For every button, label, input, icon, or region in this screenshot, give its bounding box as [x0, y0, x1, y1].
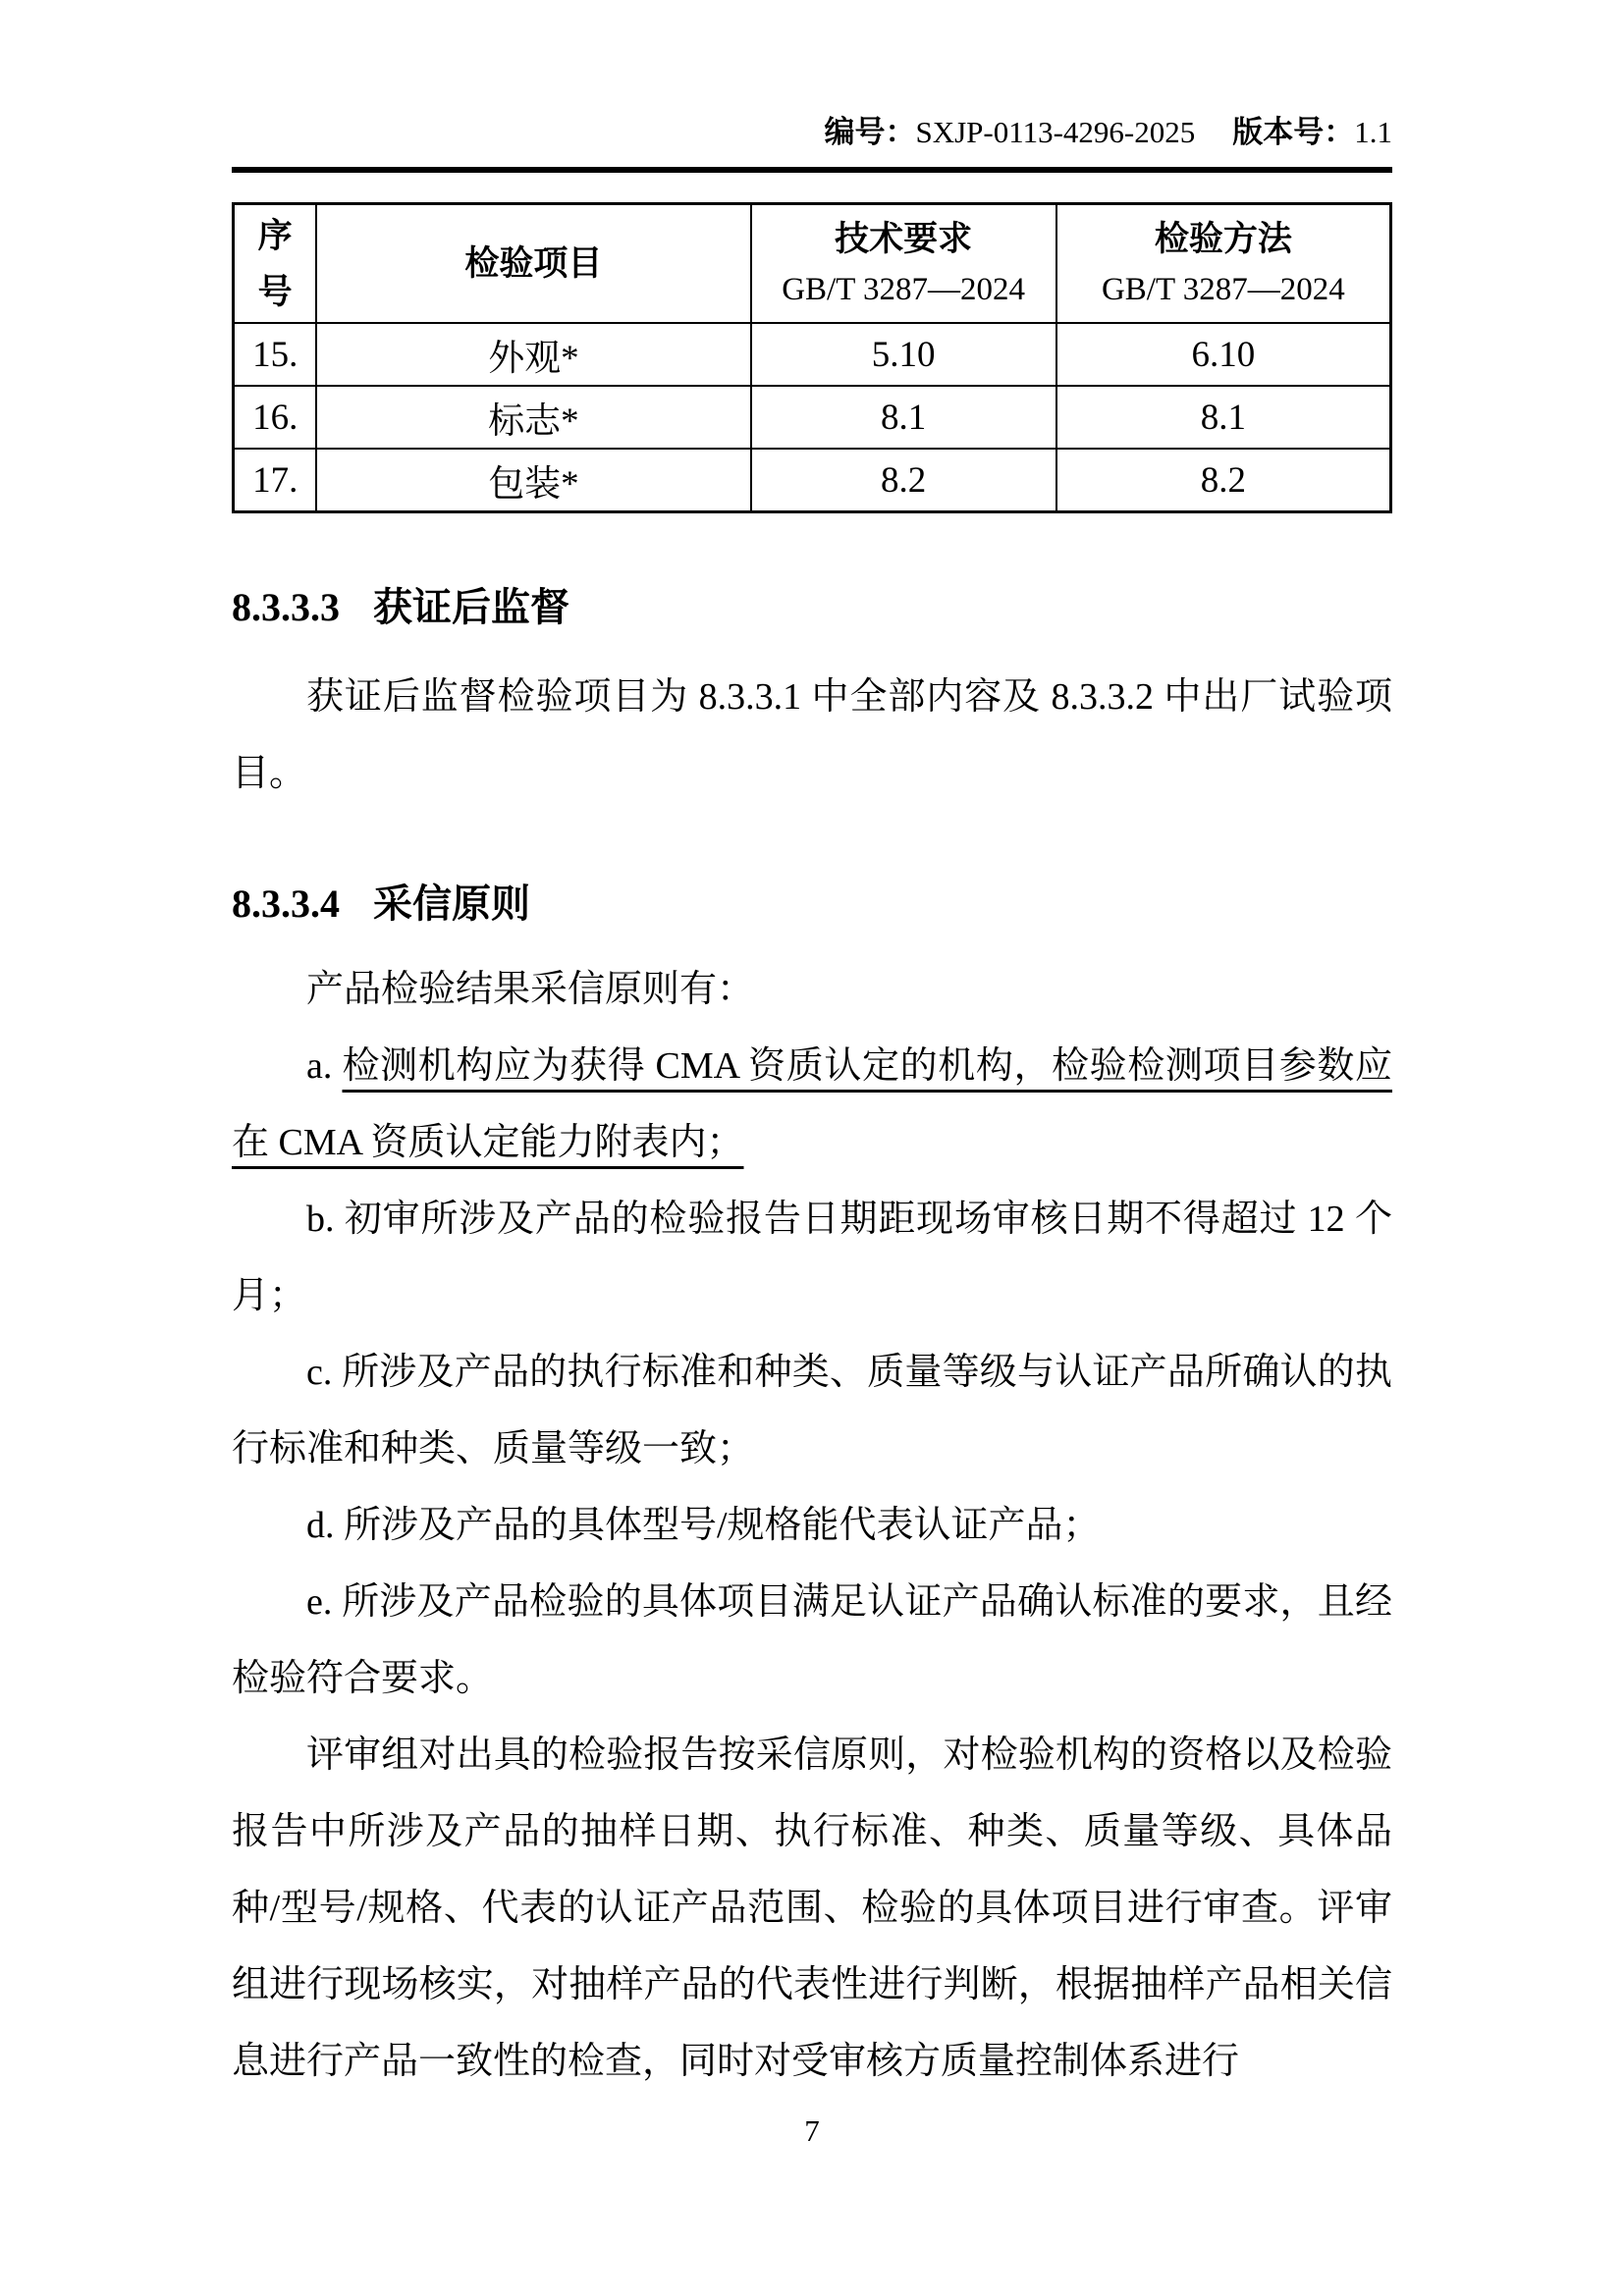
table-row [234, 323, 1391, 386]
column-header-index [234, 204, 317, 324]
column-header-item: 检验项目 [316, 204, 750, 324]
cell-item: 外观* [316, 323, 750, 386]
inspection-items-table [232, 202, 1392, 513]
cell-requirement: 5.10 [751, 323, 1056, 386]
section-number: 8.3.3.3 [232, 585, 340, 629]
cell-item: 标志* [316, 386, 750, 449]
column-header-method-label: 检验方法 [1154, 219, 1292, 258]
section-title: 采信原则 [373, 882, 530, 926]
table-row [234, 449, 1391, 512]
section-heading-post-certification-supervision [232, 584, 1392, 631]
cell-requirement: 8.1 [751, 386, 1056, 449]
paragraph-supervision-scope: 获证后监督检验项目为 8.3.3.1 中全部内容及 8.3.3.2 中出厂试验项目。 [232, 676, 1392, 794]
paragraph-principles-intro: 产品检验结果采信原则有： [306, 969, 755, 1010]
version-label: 版本号： [1232, 115, 1355, 149]
table-row [234, 386, 1391, 449]
paragraph-item-a [232, 1028, 1392, 1181]
cell-index: 15. [234, 323, 317, 386]
cell-item: 包装* [316, 449, 750, 512]
paragraph-item-d: d. 所涉及产品的具体型号/规格能代表认证产品； [306, 1505, 1101, 1546]
column-header-method [1056, 204, 1391, 324]
version-value: 1.1 [1354, 115, 1392, 149]
doc-number-label: 编号： [824, 115, 916, 149]
doc-number-value: SXJP-0113-4296-2025 [915, 115, 1196, 149]
column-header-method-standard: GB/T 3287—2024 [1101, 271, 1345, 307]
paragraph-item-e: e. 所涉及产品检验的具体项目满足认证产品确认标准的要求，且经检验符合要求。 [232, 1581, 1392, 1699]
cell-method: 8.1 [1056, 386, 1391, 449]
section-title: 获证后监督 [373, 586, 569, 629]
cell-index: 17. [234, 449, 317, 512]
section-number: 8.3.3.4 [232, 881, 340, 926]
paragraph-item-b: b. 初审所涉及产品的检验报告日期距现场审核日期不得超过 12 个月； [232, 1199, 1392, 1316]
column-header-requirement-standard: GB/T 3287—2024 [782, 271, 1026, 307]
cell-requirement: 8.2 [751, 449, 1056, 512]
header-rule [232, 167, 1392, 173]
item-a-underlined-text: 检测机构应为获得 CMA 资质认定的机构，检验检测项目参数应在 CMA 资质认定能力附表内； [232, 1045, 1392, 1163]
column-header-requirement-label: 技术要求 [835, 219, 973, 258]
table-header-row [234, 204, 1391, 324]
column-header-requirement [751, 204, 1056, 324]
page-number: 7 [804, 2113, 820, 2148]
cell-method: 8.2 [1056, 449, 1391, 512]
document-header [232, 110, 1392, 155]
paragraph-item-c: c. 所涉及产品的执行标准和种类、质量等级与认证产品所确认的执行标准和种类、质量等级一致； [232, 1352, 1392, 1469]
paragraph-review-procedure: 评审组对出具的检验报告按采信原则，对检验机构的资格以及检验报告中所涉及产品的抽样日期、执行标准、种类、质量等级、具体品种/型号/规格、代表的认证产品范围、检验的具体项目进行审查。评审组进行现场核实，对抽样产品的代表性进行判断，根据抽样产品相关信息进行产品一致性的检查，同时对受审核方质量控制体系进行 [232, 1735, 1392, 2082]
cell-method: 6.10 [1056, 323, 1391, 386]
cell-index: 16. [234, 386, 317, 449]
column-header-index-label: 序号 [257, 216, 293, 311]
item-a-prefix: a. [306, 1045, 343, 1087]
section-heading-acceptance-principles [232, 881, 1392, 928]
